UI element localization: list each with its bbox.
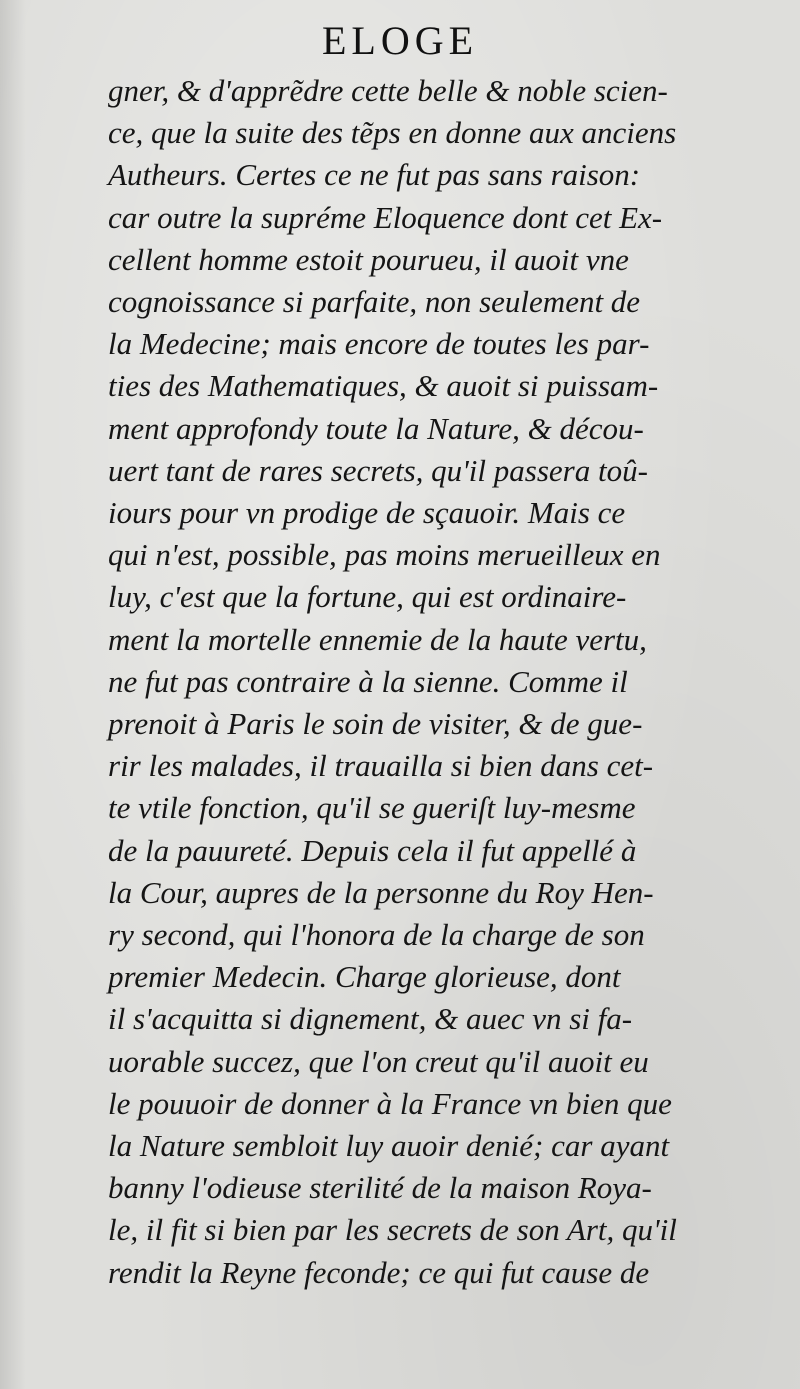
text-line: ties des Mathematiques, & auoit si puissam- xyxy=(108,368,659,404)
text-line: cognoissance si parfaite, non seulement de xyxy=(108,284,641,320)
text-line: qui n'est, possible, pas moins merueilleux en xyxy=(108,537,661,573)
text-line: prenoit à Paris le soin de visiter, & de gue- xyxy=(108,706,643,742)
text-line: car outre la supréme Eloquence dont cet Ex- xyxy=(108,199,663,235)
text-line: ment approfondy toute la Nature, & décou- xyxy=(108,410,644,446)
text-line: le pouuoir de donner à la France vn bien que xyxy=(108,1085,672,1121)
text-line: la Medecine; mais encore de toutes les par- xyxy=(108,326,650,362)
text-line: la Cour, aupres de la personne du Roy Hen- xyxy=(108,874,654,910)
body-text xyxy=(108,70,748,1294)
text-line: ce, que la suite des tẽps en donne aux anciens xyxy=(108,115,677,151)
text-line: cellent homme estoit pourueu, il auoit vne xyxy=(108,241,629,277)
gutter-shadow xyxy=(0,0,26,1389)
text-line: le, il fit si bien par les secrets de son Art, qu'il xyxy=(108,1212,677,1248)
text-line: luy, c'est que la fortune, qui est ordinaire- xyxy=(108,579,627,615)
text-line: ry second, qui l'honora de la charge de son xyxy=(108,917,645,953)
text-line: gner, & d'apprẽdre cette belle & noble scien- xyxy=(108,73,668,108)
text-line: premier Medecin. Charge glorieuse, dont xyxy=(108,959,621,995)
text-line: iours pour vn prodige de sçauoir. Mais ce xyxy=(108,495,626,531)
text-line: Autheurs. Certes ce ne fut pas sans raison: xyxy=(108,157,641,193)
text-line: de la pauureté. Depuis cela il fut appellé à xyxy=(108,832,637,868)
text-line: la Nature sembloit luy auoir denié; car ayant xyxy=(108,1128,670,1164)
running-head: ELOGE xyxy=(321,18,479,63)
text-line: banny l'odieuse sterilité de la maison Roya- xyxy=(108,1170,652,1206)
text-line: uorable succez, que l'on creut qu'il auoit eu xyxy=(108,1043,649,1079)
text-line: uert tant de rares secrets, qu'il passera toû- xyxy=(108,452,648,488)
text-line: rendit la Reyne feconde; ce qui fut cause de xyxy=(108,1254,650,1290)
text-line: rir les malades, il trauailla si bien dans cet- xyxy=(108,748,654,784)
text-line: il s'acquitta si dignement, & auec vn si fa- xyxy=(108,1001,633,1037)
text-line: te vtile fonction, qu'il se gueriſt luy-mesme xyxy=(108,790,636,826)
text-line: ment la mortelle ennemie de la haute vertu, xyxy=(108,621,647,657)
text-line: ne fut pas contraire à la sienne. Comme il xyxy=(108,663,628,699)
